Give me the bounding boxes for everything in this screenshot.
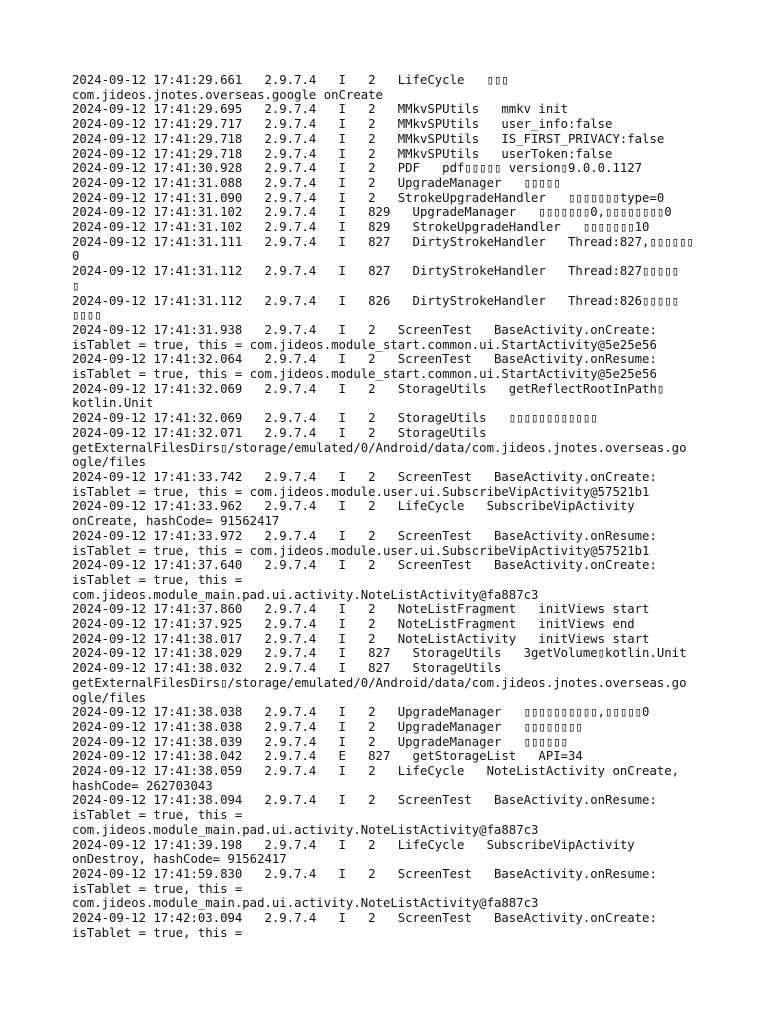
log-line: 2024-09-12 17:41:29.695 2.9.7.4 I 2 MMkvSPUtils mmkv init xyxy=(72,102,569,117)
log-line: 2024-09-12 17:41:29.661 2.9.7.4 I 2 LifeCycle ▯▯▯ xyxy=(72,73,509,87)
log-line: 2024-09-12 17:41:38.038 2.9.7.4 I 2 UpgradeManager ▯▯▯▯▯▯▯▯▯▯,▯▯▯▯▯0 xyxy=(72,705,650,720)
log-line: isTablet = true, this = com.jideos.module.user.ui.SubscribeVipActivity@57521b1 xyxy=(72,543,650,558)
log-line: ogle/files xyxy=(72,455,147,470)
log-line: 2024-09-12 17:41:38.029 2.9.7.4 I 827 StorageUtils 3getVolume▯kotlin.Unit xyxy=(72,646,687,661)
log-line: kotlin.Unit xyxy=(72,396,154,411)
log-line: isTablet = true, this = xyxy=(72,572,243,587)
log-line: 2024-09-12 17:41:32.069 2.9.7.4 I 2 StorageUtils getReflectRootInPath▯ xyxy=(72,381,665,396)
log-line: 2024-09-12 17:41:38.032 2.9.7.4 I 827 StorageUtils xyxy=(72,661,502,676)
log-line: 0 xyxy=(72,249,80,264)
log-line: 2024-09-12 17:41:32.064 2.9.7.4 I 2 ScreenTest BaseActivity.onResume: xyxy=(72,352,657,367)
log-line: 2024-09-12 17:41:38.042 2.9.7.4 E 827 getStorageList API=34 xyxy=(72,749,583,764)
log-line: 2024-09-12 17:41:29.718 2.9.7.4 I 2 MMkvSPUtils userToken:false xyxy=(72,146,613,161)
log-line: getExternalFilesDirs▯/storage/emulated/0/Android/data/com.jideos.jnotes.overseas.go xyxy=(72,675,687,690)
log-line: ▯▯▯▯ xyxy=(72,308,102,323)
log-line: 2024-09-12 17:41:37.860 2.9.7.4 I 2 NoteListFragment initViews start xyxy=(72,602,650,617)
log-line: 2024-09-12 17:41:38.094 2.9.7.4 I 2 ScreenTest BaseActivity.onResume: xyxy=(72,793,657,808)
log-line: isTablet = true, this = xyxy=(72,808,243,823)
log-line: 2024-09-12 17:41:31.112 2.9.7.4 I 826 DirtyStrokeHandler Thread:826▯▯▯▯▯ xyxy=(72,293,680,308)
log-line: com.jideos.module_main.pad.ui.activity.NoteListActivity@fa887c3 xyxy=(72,896,539,911)
log-line: 2024-09-12 17:41:30.928 2.9.7.4 I 2 PDF pdf▯▯▯▯▯ version▯9.0.0.1127 xyxy=(72,161,643,176)
log-line: onCreate, hashCode= 91562417 xyxy=(72,514,280,529)
log-line: isTablet = true, this = com.jideos.module.user.ui.SubscribeVipActivity@57521b1 xyxy=(72,484,650,499)
log-line: 2024-09-12 17:42:03.094 2.9.7.4 I 2 ScreenTest BaseActivity.onCreate: xyxy=(72,911,657,926)
log-line: hashCode= 262703043 xyxy=(72,778,213,793)
log-line: 2024-09-12 17:41:38.059 2.9.7.4 I 2 LifeCycle NoteListActivity onCreate, xyxy=(72,764,680,779)
log-line: 2024-09-12 17:41:31.090 2.9.7.4 I 2 StrokeUpgradeHandler ▯▯▯▯▯▯▯type=0 xyxy=(72,190,665,205)
log-line: 2024-09-12 17:41:29.718 2.9.7.4 I 2 MMkvSPUtils IS_FIRST_PRIVACY:false xyxy=(72,131,665,146)
log-line: com.jideos.jnotes.overseas.google onCreate xyxy=(72,87,383,102)
log-line: ogle/files xyxy=(72,690,147,705)
log-line: 2024-09-12 17:41:31.102 2.9.7.4 I 829 UpgradeManager ▯▯▯▯▯▯▯0,▯▯▯▯▯▯▯▯0 xyxy=(72,205,672,220)
log-line: getExternalFilesDirs▯/storage/emulated/0/Android/data/com.jideos.jnotes.overseas.go xyxy=(72,440,687,455)
log-line: isTablet = true, this = com.jideos.module_start.common.ui.StartActivity@5e25e56 xyxy=(72,367,657,382)
log-line: 2024-09-12 17:41:31.112 2.9.7.4 I 827 DirtyStrokeHandler Thread:827▯▯▯▯▯ xyxy=(72,264,680,279)
log-line: 2024-09-12 17:41:37.640 2.9.7.4 I 2 ScreenTest BaseActivity.onCreate: xyxy=(72,558,657,573)
log-line: 2024-09-12 17:41:33.972 2.9.7.4 I 2 ScreenTest BaseActivity.onResume: xyxy=(72,528,657,543)
log-line: 2024-09-12 17:41:33.742 2.9.7.4 I 2 ScreenTest BaseActivity.onCreate: xyxy=(72,469,657,484)
log-line: isTablet = true, this = com.jideos.module_start.common.ui.StartActivity@5e25e56 xyxy=(72,337,657,352)
log-line: 2024-09-12 17:41:31.938 2.9.7.4 I 2 ScreenTest BaseActivity.onCreate: xyxy=(72,322,657,337)
log-line: 2024-09-12 17:41:39.198 2.9.7.4 I 2 LifeCycle SubscribeVipActivity xyxy=(72,837,635,852)
log-line: 2024-09-12 17:41:31.088 2.9.7.4 I 2 UpgradeManager ▯▯▯▯▯ xyxy=(72,175,561,190)
log-text-block xyxy=(72,73,712,940)
log-line: ▯ xyxy=(72,278,80,293)
log-line: 2024-09-12 17:41:31.102 2.9.7.4 I 829 StrokeUpgradeHandler ▯▯▯▯▯▯▯10 xyxy=(72,220,650,235)
log-line: com.jideos.module_main.pad.ui.activity.NoteListActivity@fa887c3 xyxy=(72,822,539,837)
log-line: 2024-09-12 17:41:38.038 2.9.7.4 I 2 UpgradeManager ▯▯▯▯▯▯▯▯ xyxy=(72,719,583,734)
log-line: 2024-09-12 17:41:32.069 2.9.7.4 I 2 StorageUtils ▯▯▯▯▯▯▯▯▯▯▯▯ xyxy=(72,411,598,426)
log-line: isTablet = true, this = xyxy=(72,881,243,896)
log-line: 2024-09-12 17:41:31.111 2.9.7.4 I 827 DirtyStrokeHandler Thread:827,▯▯▯▯▯▯ xyxy=(72,234,694,249)
log-line: 2024-09-12 17:41:32.071 2.9.7.4 I 2 StorageUtils xyxy=(72,425,487,440)
log-line: onDestroy, hashCode= 91562417 xyxy=(72,852,287,867)
log-line: 2024-09-12 17:41:38.039 2.9.7.4 I 2 UpgradeManager ▯▯▯▯▯▯ xyxy=(72,734,569,749)
log-line: 2024-09-12 17:41:59.830 2.9.7.4 I 2 ScreenTest BaseActivity.onResume: xyxy=(72,866,657,881)
log-line: 2024-09-12 17:41:38.017 2.9.7.4 I 2 NoteListActivity initViews start xyxy=(72,631,650,646)
log-line: 2024-09-12 17:41:37.925 2.9.7.4 I 2 NoteListFragment initViews end xyxy=(72,617,635,632)
log-line: com.jideos.module_main.pad.ui.activity.NoteListActivity@fa887c3 xyxy=(72,587,539,602)
log-line: 2024-09-12 17:41:29.717 2.9.7.4 I 2 MMkvSPUtils user_info:false xyxy=(72,117,613,132)
log-line: 2024-09-12 17:41:33.962 2.9.7.4 I 2 LifeCycle SubscribeVipActivity xyxy=(72,499,635,514)
log-line: isTablet = true, this = xyxy=(72,925,243,940)
